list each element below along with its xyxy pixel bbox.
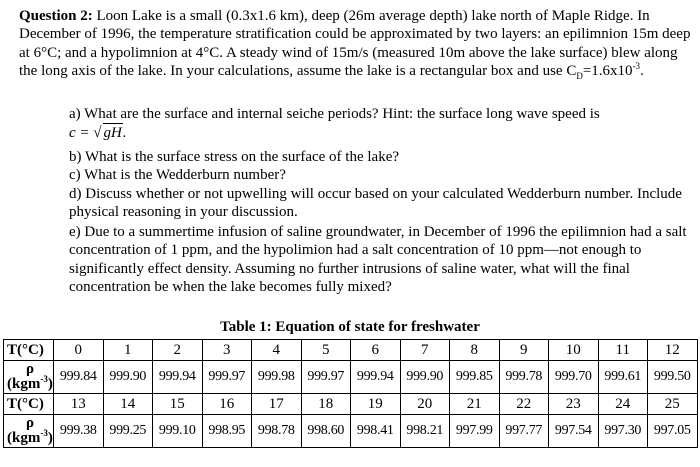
formula-end: . [122, 125, 127, 142]
temperature-cell: 15 [153, 394, 203, 415]
density-cell: 998.21 [400, 415, 450, 448]
part-a-text: a) What are the surface and internal seiche periods? Hint: the surface long wave speed is [69, 106, 600, 122]
density-cell: 997.05 [648, 415, 698, 448]
temperature-cell: 19 [351, 394, 401, 415]
formula-radicand: gH [103, 125, 122, 142]
density-cell: 999.90 [400, 361, 450, 394]
density-cell: 999.50 [648, 361, 698, 394]
density-cell: 999.85 [450, 361, 500, 394]
temperature-cell: 13 [54, 394, 104, 415]
temperature-cell: 8 [450, 340, 500, 361]
density-unit-base: (kgm [7, 376, 41, 392]
temperature-cell: 23 [549, 394, 599, 415]
formula-lhs: c = [69, 125, 94, 142]
temperature-cell: 3 [202, 340, 252, 361]
temperature-cell: 0 [54, 340, 104, 361]
temperature-cell: 24 [598, 394, 648, 415]
drag-coefficient-exponent: -3 [632, 60, 641, 71]
density-cell: 997.77 [499, 415, 549, 448]
density-unit-close: ) [47, 376, 53, 392]
table-caption: Table 1: Equation of state for freshwater [220, 319, 480, 335]
rho-symbol: ρ [25, 415, 35, 431]
sqrt-icon: √ [93, 125, 102, 142]
density-cell: 997.54 [549, 415, 599, 448]
density-cell: 999.97 [202, 361, 252, 394]
density-header [4, 415, 54, 448]
temperature-cell: 25 [648, 394, 698, 415]
drag-coefficient-value: =1.6x10 [582, 62, 633, 79]
density-cell: 999.25 [103, 415, 153, 448]
density-header [4, 361, 54, 394]
rho-symbol: ρ [25, 361, 35, 377]
temperature-header: T(°C) [4, 394, 54, 415]
temperature-cell: 17 [252, 394, 302, 415]
temperature-cell: 5 [301, 340, 351, 361]
density-cell: 999.38 [54, 415, 104, 448]
density-cell: 998.41 [351, 415, 401, 448]
temperature-cell: 6 [351, 340, 401, 361]
table-body [4, 340, 698, 448]
temperature-cell: 21 [450, 394, 500, 415]
part-b: b) What is the surface stress on the surface of the lake? [69, 149, 400, 165]
temperature-cell: 12 [648, 340, 698, 361]
density-row [4, 361, 698, 394]
density-unit [7, 428, 53, 446]
temperature-row [4, 394, 698, 415]
part-d: d) Discuss whether or not upwelling will occur based on your calculated Wedderburn number. Include physical reasoning in your discussion. [69, 186, 682, 221]
question-label: Question 2: [19, 8, 93, 24]
drag-coefficient-subscript: D [576, 70, 583, 81]
density-unit-exponent: -3 [40, 428, 48, 438]
density-cell: 997.99 [450, 415, 500, 448]
temperature-cell: 7 [400, 340, 450, 361]
temperature-cell: 22 [499, 394, 549, 415]
temperature-cell: 2 [153, 340, 203, 361]
temperature-cell: 10 [549, 340, 599, 361]
density-cell: 999.94 [351, 361, 401, 394]
density-unit-exponent: -3 [40, 374, 48, 384]
density-cell: 999.61 [598, 361, 648, 394]
density-cell: 999.10 [153, 415, 203, 448]
density-unit-base: (kgm [7, 430, 41, 446]
temperature-cell: 4 [252, 340, 302, 361]
part-c: c) What is the Wedderburn number? [69, 167, 286, 183]
density-cell: 999.70 [549, 361, 599, 394]
density-cell: 999.94 [153, 361, 203, 394]
density-cell: 998.60 [301, 415, 351, 448]
part-a [69, 105, 691, 143]
question-intro [19, 7, 691, 80]
part-e: e) Due to a summertime infusion of saline groundwater, in December of 1996 the epilimnion had a salt concentration of 1 ppm, and the hypolimion had a salt concentration of 10 ppm—not enough to significantly effect density. Assuming no further intrusions of saline water, what will the final concentration be when the lake becomes fully mixed? [69, 224, 687, 295]
density-cell: 999.84 [54, 361, 104, 394]
temperature-cell: 20 [400, 394, 450, 415]
wave-speed-formula [69, 125, 127, 141]
temperature-cell: 1 [103, 340, 153, 361]
intro-period: . [640, 62, 644, 79]
density-cell: 998.95 [202, 415, 252, 448]
density-cell: 999.97 [301, 361, 351, 394]
temperature-cell: 9 [499, 340, 549, 361]
density-cell: 998.78 [252, 415, 302, 448]
temperature-cell: 16 [202, 394, 252, 415]
density-cell: 999.90 [103, 361, 153, 394]
temperature-row [4, 340, 698, 361]
density-unit [7, 374, 53, 392]
density-unit-close: ) [47, 430, 53, 446]
question-intro-text: Loon Lake is a small (0.3x1.6 km), deep (26m average depth) lake north of Maple Ridge. In December of 1996, the temperature stratification could be approximated by two layers: an epilimnion 15m deep at 6°C; and a hypolimnion at 4°C. A steady wind of 15m/s (measured 10m above the lake surface) blew along the long axis of the lake. In your calculations, assume the lake is a rectangular box and use C [19, 8, 691, 79]
temperature-cell: 14 [103, 394, 153, 415]
density-cell: 997.30 [598, 415, 648, 448]
temperature-cell: 18 [301, 394, 351, 415]
density-cell: 999.78 [499, 361, 549, 394]
density-cell: 999.98 [252, 361, 302, 394]
temperature-cell: 11 [598, 340, 648, 361]
density-row [4, 415, 698, 448]
equation-of-state-table [3, 339, 698, 448]
temperature-header: T(°C) [4, 340, 54, 361]
